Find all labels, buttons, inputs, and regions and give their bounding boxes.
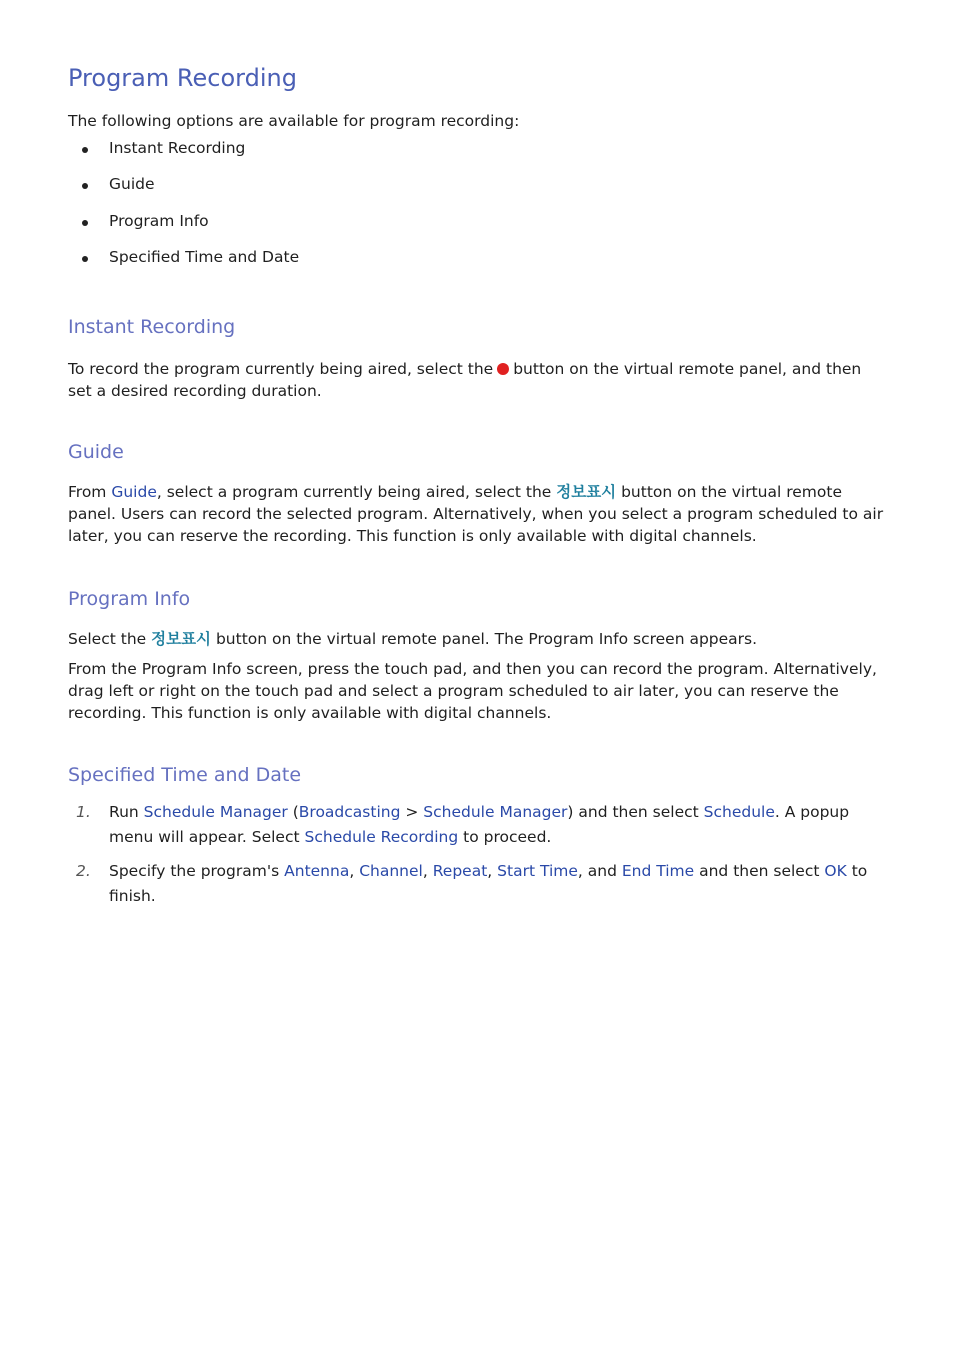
program-info-text-1: Select the 정보표시 button on the virtual remote panel. The Program Info screen appears. [68, 630, 758, 648]
specified-time-heading: Specified Time and Date [68, 764, 302, 786]
bullet-icon [82, 147, 88, 153]
list-item-label: Specified Time and Date [109, 248, 300, 266]
page-title: Program Recording [68, 64, 297, 92]
info-button-keyword: 정보표시 [556, 483, 617, 501]
list-item-label: Guide [109, 175, 155, 193]
info-button-keyword: 정보표시 [151, 630, 212, 648]
step-text: Run Schedule Manager (Broadcasting > Schedule Manager) and then select Schedule. A popup menu will appear. Select Schedule Recording to proceed. [109, 803, 850, 846]
guide-heading: Guide [68, 441, 124, 463]
instant-recording-text: To record the program currently being aired, select the button on the virtual remote panel, and then set a desired recording duration. [68, 360, 862, 400]
instant-recording-heading: Instant Recording [68, 316, 236, 338]
bullet-icon [82, 220, 88, 226]
guide-text: From Guide, select a program currently being aired, select the 정보표시 button on the virtual remote panel. Users can record the selected program. Alternatively, when you select a program scheduled to air later, you can reserve the recording. This function is only available with digital channels. [68, 483, 884, 545]
intro-text: The following options are available for program recording: [68, 112, 520, 130]
step-number: 2. [76, 862, 91, 880]
step-text: Specify the program's Antenna, Channel, Repeat, Start Time, and End Time and then select OK to finish. [109, 862, 868, 905]
guide-menu-keyword: Guide [111, 483, 157, 501]
red-record-button-icon [497, 363, 509, 375]
bullet-icon [82, 183, 88, 189]
list-item-label: Instant Recording [109, 139, 246, 157]
step-number: 1. [76, 803, 91, 821]
list-item-label: Program Info [109, 212, 209, 230]
bullet-icon [82, 256, 88, 262]
program-info-text-2: From the Program Info screen, press the touch pad, and then you can record the program. Alternatively, drag left or right on the touch pad and select a program scheduled to air later, you can reserve the recording. This function is only available with digital channels. [68, 660, 877, 722]
program-info-heading: Program Info [68, 588, 191, 610]
